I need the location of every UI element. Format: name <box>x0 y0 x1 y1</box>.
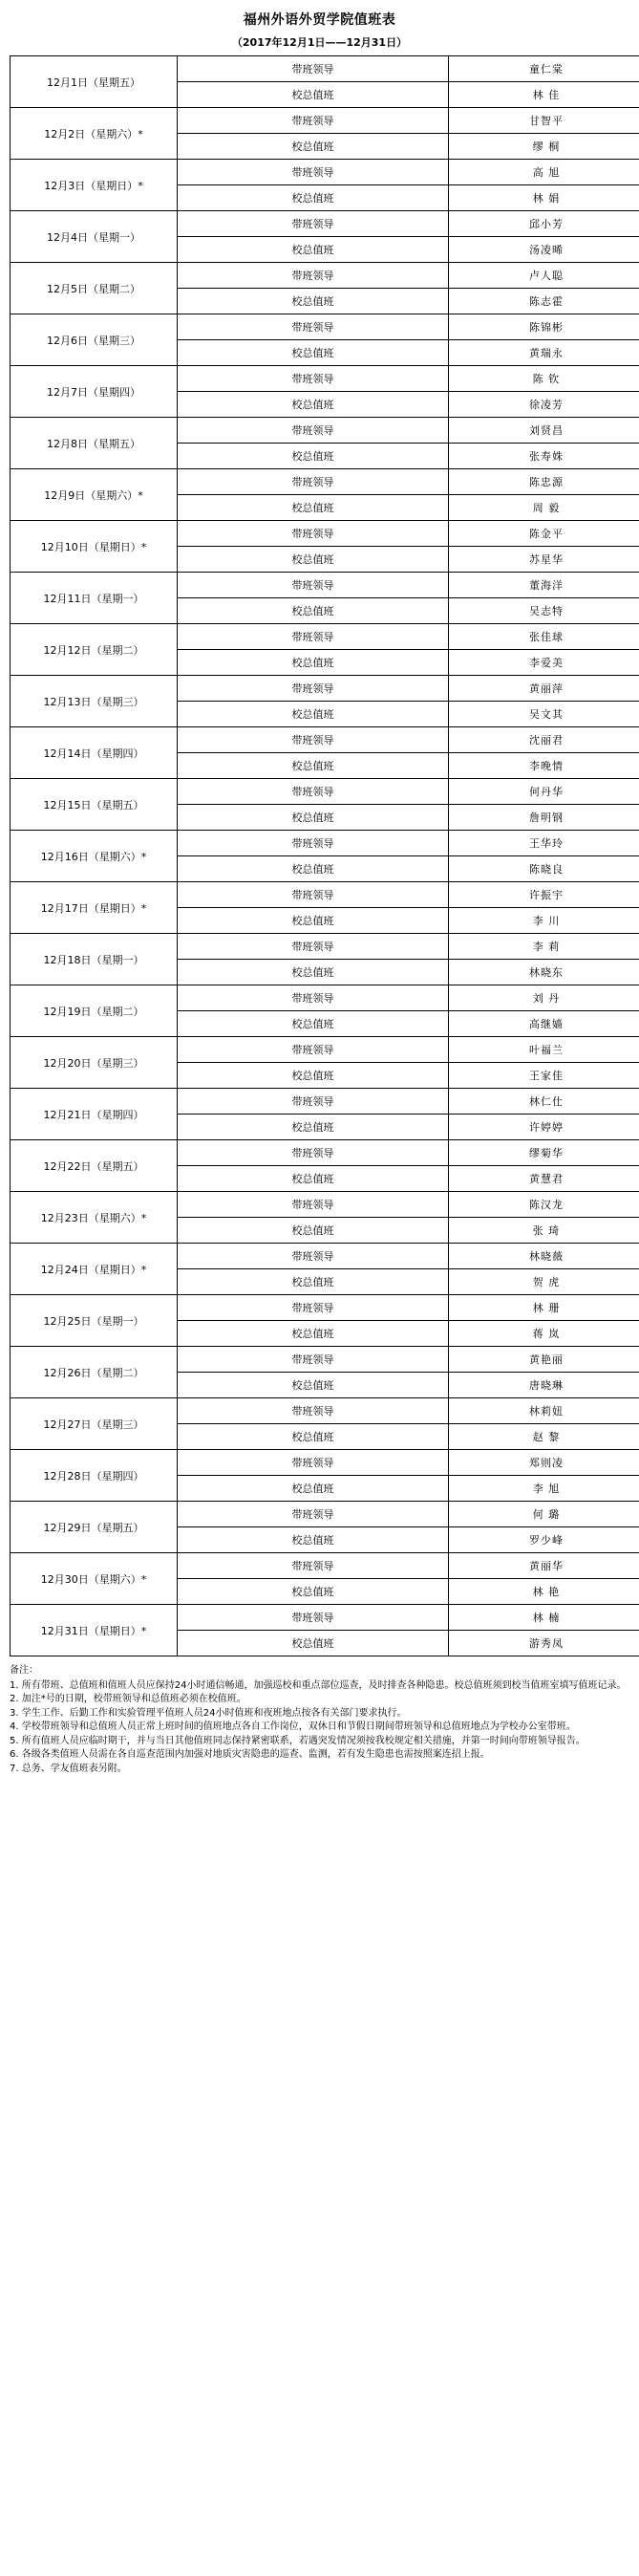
role-leader-cell: 带班领导 <box>178 1553 449 1579</box>
date-cell: 12月27日（星期三） <box>11 1398 178 1450</box>
role-leader-cell: 带班领导 <box>178 211 449 237</box>
date-cell: 12月3日（星期日）* <box>11 160 178 211</box>
table-row <box>11 1398 639 1424</box>
role-leader-cell: 带班领导 <box>178 573 449 598</box>
date-cell: 12月9日（星期六）* <box>11 469 178 521</box>
leader-name-cell: 黄艳丽 <box>449 1347 639 1373</box>
table-row <box>11 1605 639 1631</box>
duty-name-cell: 李 川 <box>449 908 639 934</box>
page-title: 福州外语外贸学院值班表 <box>243 12 396 28</box>
duty-name-cell: 林晓东 <box>449 960 639 985</box>
duty-name-cell: 陈志霍 <box>449 289 639 314</box>
role-leader-cell: 带班领导 <box>178 779 449 805</box>
date-cell: 12月5日（星期二） <box>11 263 178 314</box>
leader-name-cell: 林仁仕 <box>449 1089 639 1115</box>
table-row <box>11 1553 639 1579</box>
role-duty-cell: 校总值班 <box>178 960 449 985</box>
duty-name-cell: 游秀凤 <box>449 1631 639 1656</box>
table-row <box>11 521 639 547</box>
table-row <box>11 1244 639 1269</box>
leader-name-cell: 陈金平 <box>449 521 639 547</box>
role-duty-cell: 校总值班 <box>178 134 449 160</box>
role-duty-cell: 校总值班 <box>178 856 449 882</box>
table-row <box>11 1037 639 1063</box>
duty-name-cell: 李爱美 <box>449 650 639 676</box>
duty-name-cell: 徐凌芳 <box>449 392 639 418</box>
duty-name-cell: 黄瑞永 <box>449 340 639 366</box>
leader-name-cell: 林 珊 <box>449 1295 639 1321</box>
role-leader-cell: 带班领导 <box>178 314 449 340</box>
date-cell: 12月25日（星期一） <box>11 1295 178 1347</box>
leader-name-cell: 何丹华 <box>449 779 639 805</box>
role-duty-cell: 校总值班 <box>178 1373 449 1398</box>
role-duty-cell: 校总值班 <box>178 340 449 366</box>
role-leader-cell: 带班领导 <box>178 1037 449 1063</box>
role-leader-cell: 带班领导 <box>178 985 449 1011</box>
date-cell: 12月26日（星期二） <box>11 1347 178 1398</box>
duty-name-cell: 张 琦 <box>449 1218 639 1244</box>
duty-name-cell: 赵 黎 <box>449 1424 639 1450</box>
table-row <box>11 314 639 340</box>
leader-name-cell: 陈锦彬 <box>449 314 639 340</box>
role-leader-cell: 带班领导 <box>178 934 449 960</box>
date-cell: 12月16日（星期六）* <box>11 831 178 882</box>
role-leader-cell: 带班领导 <box>178 1089 449 1115</box>
role-duty-cell: 校总值班 <box>178 753 449 779</box>
leader-name-cell: 叶福兰 <box>449 1037 639 1063</box>
duty-name-cell: 苏星华 <box>449 547 639 573</box>
role-duty-cell: 校总值班 <box>178 392 449 418</box>
note-line: 1. 所有带班、总值班和值班人员应保持24小时通信畅通，加强巡校和重点部位巡查，及时排查各种隐患。校总值班须到校当值班室填写值班记录。 <box>10 1679 627 1691</box>
leader-name-cell: 邱小芳 <box>449 211 639 237</box>
table-row <box>11 263 639 289</box>
note-line: 6. 各级各类值班人员需在各自巡查范围内加强对地质灾害隐患的巡查、监测，若有发生隐患也需按照案连招上报。 <box>10 1749 490 1760</box>
date-cell: 12月10日（星期日）* <box>11 521 178 573</box>
date-cell: 12月13日（星期三） <box>11 676 178 727</box>
role-duty-cell: 校总值班 <box>178 1631 449 1656</box>
date-cell: 12月28日（星期四） <box>11 1450 178 1502</box>
duty-table <box>10 55 639 1656</box>
leader-name-cell: 何 璐 <box>449 1502 639 1527</box>
notes-heading: 备注： <box>10 1665 38 1676</box>
note-line: 4. 学校带班领导和总值班人员正常上班时间的值班地点各自工作岗位，双休日和节假日期间带班领导和总值班地点为学校办公室带班。 <box>10 1721 576 1732</box>
table-row <box>11 160 639 185</box>
duty-name-cell: 林 艳 <box>449 1579 639 1605</box>
table-row <box>11 1450 639 1476</box>
date-cell: 12月14日（星期四） <box>11 727 178 779</box>
role-duty-cell: 校总值班 <box>178 495 449 521</box>
table-row <box>11 676 639 702</box>
duty-name-cell: 唐晓琳 <box>449 1373 639 1398</box>
date-cell: 12月6日（星期三） <box>11 314 178 366</box>
role-leader-cell: 带班领导 <box>178 1295 449 1321</box>
table-row <box>11 418 639 444</box>
role-leader-cell: 带班领导 <box>178 108 449 134</box>
role-leader-cell: 带班领导 <box>178 727 449 753</box>
leader-name-cell: 沈丽君 <box>449 727 639 753</box>
duty-name-cell: 吴文其 <box>449 702 639 727</box>
duty-name-cell: 陈晓良 <box>449 856 639 882</box>
role-duty-cell: 校总值班 <box>178 185 449 211</box>
date-cell: 12月12日（星期二） <box>11 624 178 676</box>
date-cell: 12月29日（星期五） <box>11 1502 178 1553</box>
role-duty-cell: 校总值班 <box>178 547 449 573</box>
table-row <box>11 882 639 908</box>
role-duty-cell: 校总值班 <box>178 650 449 676</box>
duty-name-cell: 缪 桐 <box>449 134 639 160</box>
leader-name-cell: 黄丽萍 <box>449 676 639 702</box>
table-row <box>11 779 639 805</box>
role-leader-cell: 带班领导 <box>178 1502 449 1527</box>
table-row <box>11 108 639 134</box>
duty-name-cell: 蒋 岚 <box>449 1321 639 1347</box>
date-cell: 12月4日（星期一） <box>11 211 178 263</box>
note-line: 5. 所有值班人员应临时期干，并与当日其他值班同志保持紧密联系，若遇突发情况须按我校规定相关措施，并第一时间向带班领导报告。 <box>10 1735 586 1746</box>
table-row <box>11 1502 639 1527</box>
date-cell: 12月2日（星期六）* <box>11 108 178 160</box>
leader-name-cell: 林 楠 <box>449 1605 639 1631</box>
date-cell: 12月17日（星期日）* <box>11 882 178 934</box>
leader-name-cell: 陈 钦 <box>449 366 639 392</box>
role-duty-cell: 校总值班 <box>178 1527 449 1553</box>
duty-name-cell: 周 毅 <box>449 495 639 521</box>
role-leader-cell: 带班领导 <box>178 676 449 702</box>
leader-name-cell: 卢人聪 <box>449 263 639 289</box>
leader-name-cell: 甘智平 <box>449 108 639 134</box>
date-cell: 12月19日（星期二） <box>11 985 178 1037</box>
table-row <box>11 1347 639 1373</box>
table-row <box>11 624 639 650</box>
table-row <box>11 934 639 960</box>
table-row <box>11 985 639 1011</box>
date-cell: 12月8日（星期五） <box>11 418 178 469</box>
date-cell: 12月20日（星期三） <box>11 1037 178 1089</box>
table-row <box>11 727 639 753</box>
leader-name-cell: 林晓薇 <box>449 1244 639 1269</box>
role-duty-cell: 校总值班 <box>178 805 449 831</box>
table-row <box>11 573 639 598</box>
role-leader-cell: 带班领导 <box>178 1605 449 1631</box>
date-cell: 12月11日（星期一） <box>11 573 178 624</box>
role-leader-cell: 带班领导 <box>178 263 449 289</box>
leader-name-cell: 刘贤昌 <box>449 418 639 444</box>
role-leader-cell: 带班领导 <box>178 469 449 495</box>
duty-name-cell: 罗少峰 <box>449 1527 639 1553</box>
leader-name-cell: 林莉妞 <box>449 1398 639 1424</box>
role-duty-cell: 校总值班 <box>178 444 449 469</box>
leader-name-cell: 郑则凌 <box>449 1450 639 1476</box>
page-subtitle: （2017年12月1日——12月31日） <box>231 36 408 49</box>
table-row <box>11 211 639 237</box>
duty-name-cell: 王家佳 <box>449 1063 639 1089</box>
date-cell: 12月23日（星期六）* <box>11 1192 178 1244</box>
role-leader-cell: 带班领导 <box>178 1244 449 1269</box>
duty-name-cell: 许婷婷 <box>449 1115 639 1140</box>
note-line: 7. 总务、学友值班表另附。 <box>10 1763 127 1774</box>
role-duty-cell: 校总值班 <box>178 1011 449 1037</box>
note-line: 2. 加注*号的日期，校带班领导和总值班必须在校值班。 <box>10 1694 246 1704</box>
role-leader-cell: 带班领导 <box>178 624 449 650</box>
role-duty-cell: 校总值班 <box>178 1424 449 1450</box>
leader-name-cell: 高 旭 <box>449 160 639 185</box>
duty-name-cell: 黄慧君 <box>449 1166 639 1192</box>
leader-name-cell: 刘 丹 <box>449 985 639 1011</box>
leader-name-cell: 许振宇 <box>449 882 639 908</box>
role-duty-cell: 校总值班 <box>178 598 449 624</box>
table-row <box>11 831 639 856</box>
duty-name-cell: 詹明钢 <box>449 805 639 831</box>
role-leader-cell: 带班领导 <box>178 1450 449 1476</box>
date-cell: 12月24日（星期日）* <box>11 1244 178 1295</box>
role-duty-cell: 校总值班 <box>178 82 449 108</box>
leader-name-cell: 陈汉龙 <box>449 1192 639 1218</box>
role-duty-cell: 校总值班 <box>178 1063 449 1089</box>
date-cell: 12月22日（星期五） <box>11 1140 178 1192</box>
date-cell: 12月31日（星期日）* <box>11 1605 178 1656</box>
role-leader-cell: 带班领导 <box>178 1140 449 1166</box>
duty-name-cell: 汤凌晞 <box>449 237 639 263</box>
role-duty-cell: 校总值班 <box>178 1476 449 1502</box>
role-duty-cell: 校总值班 <box>178 1218 449 1244</box>
leader-name-cell: 王华玲 <box>449 831 639 856</box>
role-duty-cell: 校总值班 <box>178 702 449 727</box>
role-duty-cell: 校总值班 <box>178 289 449 314</box>
duty-name-cell: 张寿姝 <box>449 444 639 469</box>
role-leader-cell: 带班领导 <box>178 831 449 856</box>
table-row <box>11 56 639 82</box>
date-cell: 12月15日（星期五） <box>11 779 178 831</box>
duty-name-cell: 吴志特 <box>449 598 639 624</box>
leader-name-cell: 陈忠源 <box>449 469 639 495</box>
date-cell: 12月18日（星期一） <box>11 934 178 985</box>
date-cell: 12月21日（星期四） <box>11 1089 178 1140</box>
duty-name-cell: 李 旭 <box>449 1476 639 1502</box>
notes-section <box>10 1664 629 1776</box>
role-duty-cell: 校总值班 <box>178 1115 449 1140</box>
role-leader-cell: 带班领导 <box>178 1398 449 1424</box>
role-duty-cell: 校总值班 <box>178 1321 449 1347</box>
role-leader-cell: 带班领导 <box>178 1347 449 1373</box>
table-row <box>11 1140 639 1166</box>
note-line: 3. 学生工作、后勤工作和实验管理平值班人员24小时值班和夜班地点按各有关部门要求执行。 <box>10 1707 407 1719</box>
role-leader-cell: 带班领导 <box>178 418 449 444</box>
role-duty-cell: 校总值班 <box>178 1579 449 1605</box>
table-row <box>11 1295 639 1321</box>
role-duty-cell: 校总值班 <box>178 1269 449 1295</box>
role-duty-cell: 校总值班 <box>178 908 449 934</box>
leader-name-cell: 黄丽华 <box>449 1553 639 1579</box>
duty-name-cell: 高继嫱 <box>449 1011 639 1037</box>
date-cell: 12月7日（星期四） <box>11 366 178 418</box>
date-cell: 12月30日（星期六）* <box>11 1553 178 1605</box>
table-row <box>11 469 639 495</box>
duty-name-cell: 林 佳 <box>449 82 639 108</box>
role-leader-cell: 带班领导 <box>178 1192 449 1218</box>
leader-name-cell: 李 莉 <box>449 934 639 960</box>
date-cell: 12月1日（星期五） <box>11 56 178 108</box>
role-leader-cell: 带班领导 <box>178 366 449 392</box>
role-leader-cell: 带班领导 <box>178 56 449 82</box>
role-duty-cell: 校总值班 <box>178 1166 449 1192</box>
role-leader-cell: 带班领导 <box>178 882 449 908</box>
leader-name-cell: 缪菊华 <box>449 1140 639 1166</box>
duty-name-cell: 李晚情 <box>449 753 639 779</box>
table-row <box>11 1192 639 1218</box>
role-leader-cell: 带班领导 <box>178 521 449 547</box>
table-row <box>11 366 639 392</box>
leader-name-cell: 张佳球 <box>449 624 639 650</box>
duty-name-cell: 林 娟 <box>449 185 639 211</box>
leader-name-cell: 童仁棠 <box>449 56 639 82</box>
role-leader-cell: 带班领导 <box>178 160 449 185</box>
leader-name-cell: 董海洋 <box>449 573 639 598</box>
table-row <box>11 1089 639 1115</box>
duty-name-cell: 贺 虎 <box>449 1269 639 1295</box>
role-duty-cell: 校总值班 <box>178 237 449 263</box>
